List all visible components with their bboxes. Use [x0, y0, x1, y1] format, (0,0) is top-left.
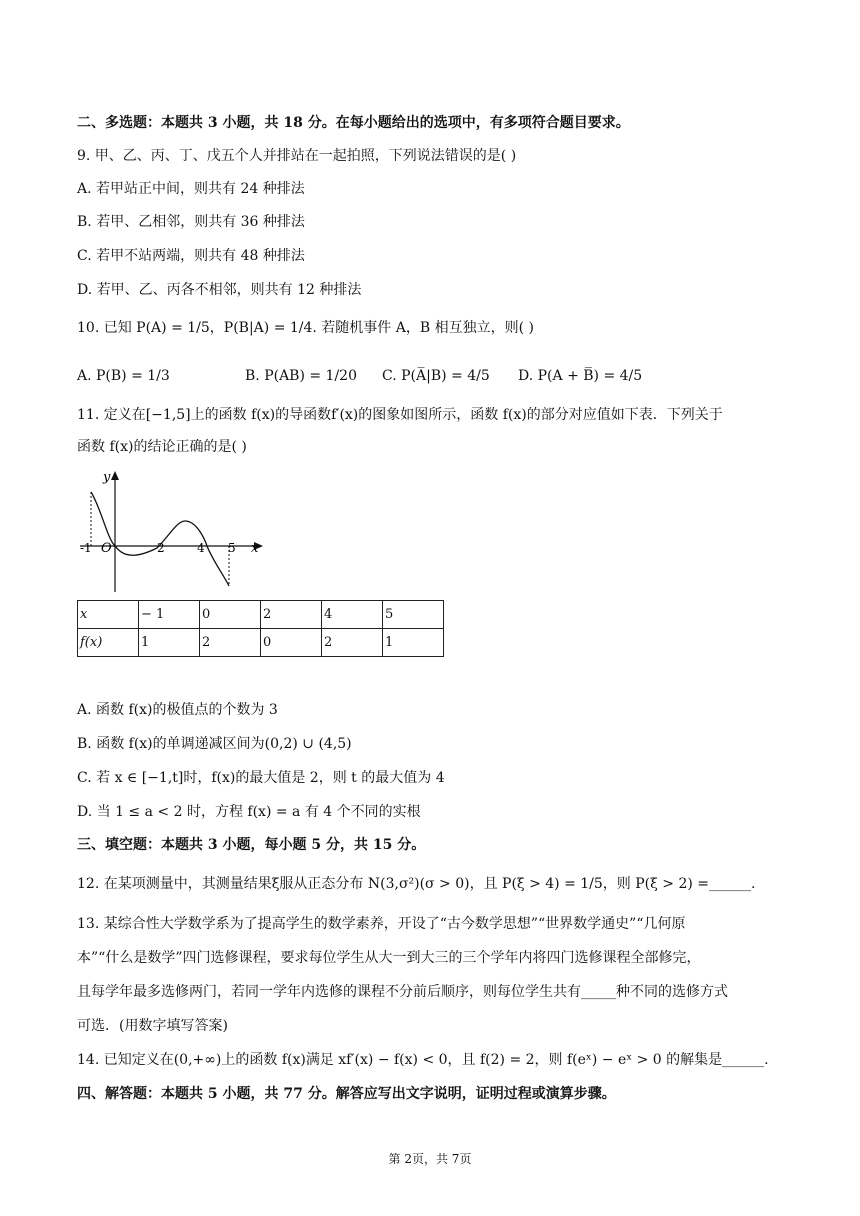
- tick-label-5: 5: [228, 541, 236, 555]
- table-cell: 5: [383, 601, 444, 629]
- derivative-graph: [77, 466, 267, 596]
- table-cell: x: [78, 601, 139, 629]
- tick-label-neg1: -1: [80, 541, 92, 555]
- q10-option-b: B. P(AB) = 1/20: [245, 368, 357, 384]
- question-12-stem: 12. 在某项测量中，其测量结果ξ服从正态分布 N(3,σ²)(σ > 0)，且 P(ξ > 4) = 1/5，则 P(ξ > 2) =______.: [77, 876, 756, 892]
- derivative-curve: [91, 492, 229, 586]
- q10-option-c: C. P(A̅|B) = 4/5: [382, 368, 490, 384]
- q10-option-a: A. P(B) = 1/3: [77, 368, 170, 384]
- question-13-line2: 本”“什么是数学”四门选修课程，要求每位学生从大一到大三的三个学年内将四门选修课程全部修完，: [77, 950, 701, 966]
- section-4-heading: 四、解答题：本题共 5 小题，共 77 分。解答应写出文字说明，证明过程或演算步骤。: [77, 1086, 616, 1102]
- q9-option-d: D. 若甲、乙、丙各不相邻，则共有 12 种排法: [77, 282, 362, 298]
- table-cell: 2: [261, 601, 322, 629]
- y-axis-arrow-icon: [111, 471, 119, 480]
- table-cell: 0: [261, 629, 322, 657]
- value-table: [77, 600, 444, 657]
- q11-option-b: B. 函数 f(x)的单调递减区间为(0,2) ∪ (4,5): [77, 736, 352, 752]
- question-11-stem-line2: 函数 f(x)的结论正确的是( ): [77, 439, 247, 455]
- section-2-heading: 二、多选题：本题共 3 小题，共 18 分。在每小题给出的选项中，有多项符合题目要求。: [77, 115, 630, 131]
- table-row: [78, 629, 444, 657]
- q11-option-d: D. 当 1 ≤ a < 2 时，方程 f(x) = a 有 4 个不同的实根: [77, 804, 421, 820]
- table-cell: − 1: [139, 601, 200, 629]
- section-3-heading: 三、填空题：本题共 3 小题，每小题 5 分，共 15 分。: [77, 837, 426, 853]
- table-cell: 1: [139, 629, 200, 657]
- q9-option-b: B. 若甲、乙相邻，则共有 36 种排法: [77, 214, 305, 230]
- q10-option-d: D. P(A + B̅) = 4/5: [518, 368, 643, 384]
- question-13-line1: 13. 某综合性大学数学系为了提高学生的数学素养，开设了“古今数学思想”“世界数学通史”“几何原: [77, 916, 686, 932]
- table-cell: f(x): [78, 629, 139, 657]
- question-9-stem: 9. 甲、乙、丙、丁、戊五个人并排站在一起拍照，下列说法错误的是( ): [77, 148, 517, 164]
- origin-label: O: [101, 541, 112, 556]
- question-13-line4: 可选．(用数字填写答案): [77, 1018, 228, 1034]
- tick-label-2: 2: [157, 541, 165, 555]
- page-footer: 第 2页，共 7页: [388, 1152, 472, 1166]
- x-axis-label: x: [251, 541, 259, 556]
- question-13-line3: 且每学年最多选修两门，若同一学年内选修的课程不分前后顺序，则每位学生共有_____种不同的选修方式: [77, 984, 728, 1000]
- table-cell: 0: [200, 601, 261, 629]
- table-cell: 1: [383, 629, 444, 657]
- q11-option-c: C. 若 x ∈ [−1,t]时，f(x)的最大值是 2，则 t 的最大值为 4: [77, 770, 445, 786]
- table-row: [78, 601, 444, 629]
- q9-option-a: A. 若甲站正中间，则共有 24 种排法: [77, 181, 305, 197]
- q9-option-c: C. 若甲不站两端，则共有 48 种排法: [77, 248, 305, 264]
- y-axis-label: y: [103, 470, 111, 485]
- question-14-stem: 14. 已知定义在(0,+∞)上的函数 f(x)满足 xf′(x) − f(x) < 0，且 f(2) = 2，则 f(eˣ) − eˣ > 0 的解集是______.: [77, 1052, 769, 1068]
- tick-label-4: 4: [197, 541, 205, 555]
- table-cell: 2: [200, 629, 261, 657]
- table-cell: 4: [322, 601, 383, 629]
- table-cell: 2: [322, 629, 383, 657]
- question-10-stem: 10. 已知 P(A) = 1/5，P(B|A) = 1/4. 若随机事件 A，B 相互独立，则( ): [77, 320, 534, 336]
- q11-option-a: A. 函数 f(x)的极值点的个数为 3: [77, 702, 278, 718]
- question-11-stem-line1: 11. 定义在[−1,5]上的函数 f(x)的导函数f′(x)的图象如图所示，函数 f(x)的部分对应值如下表．下列关于: [77, 407, 723, 423]
